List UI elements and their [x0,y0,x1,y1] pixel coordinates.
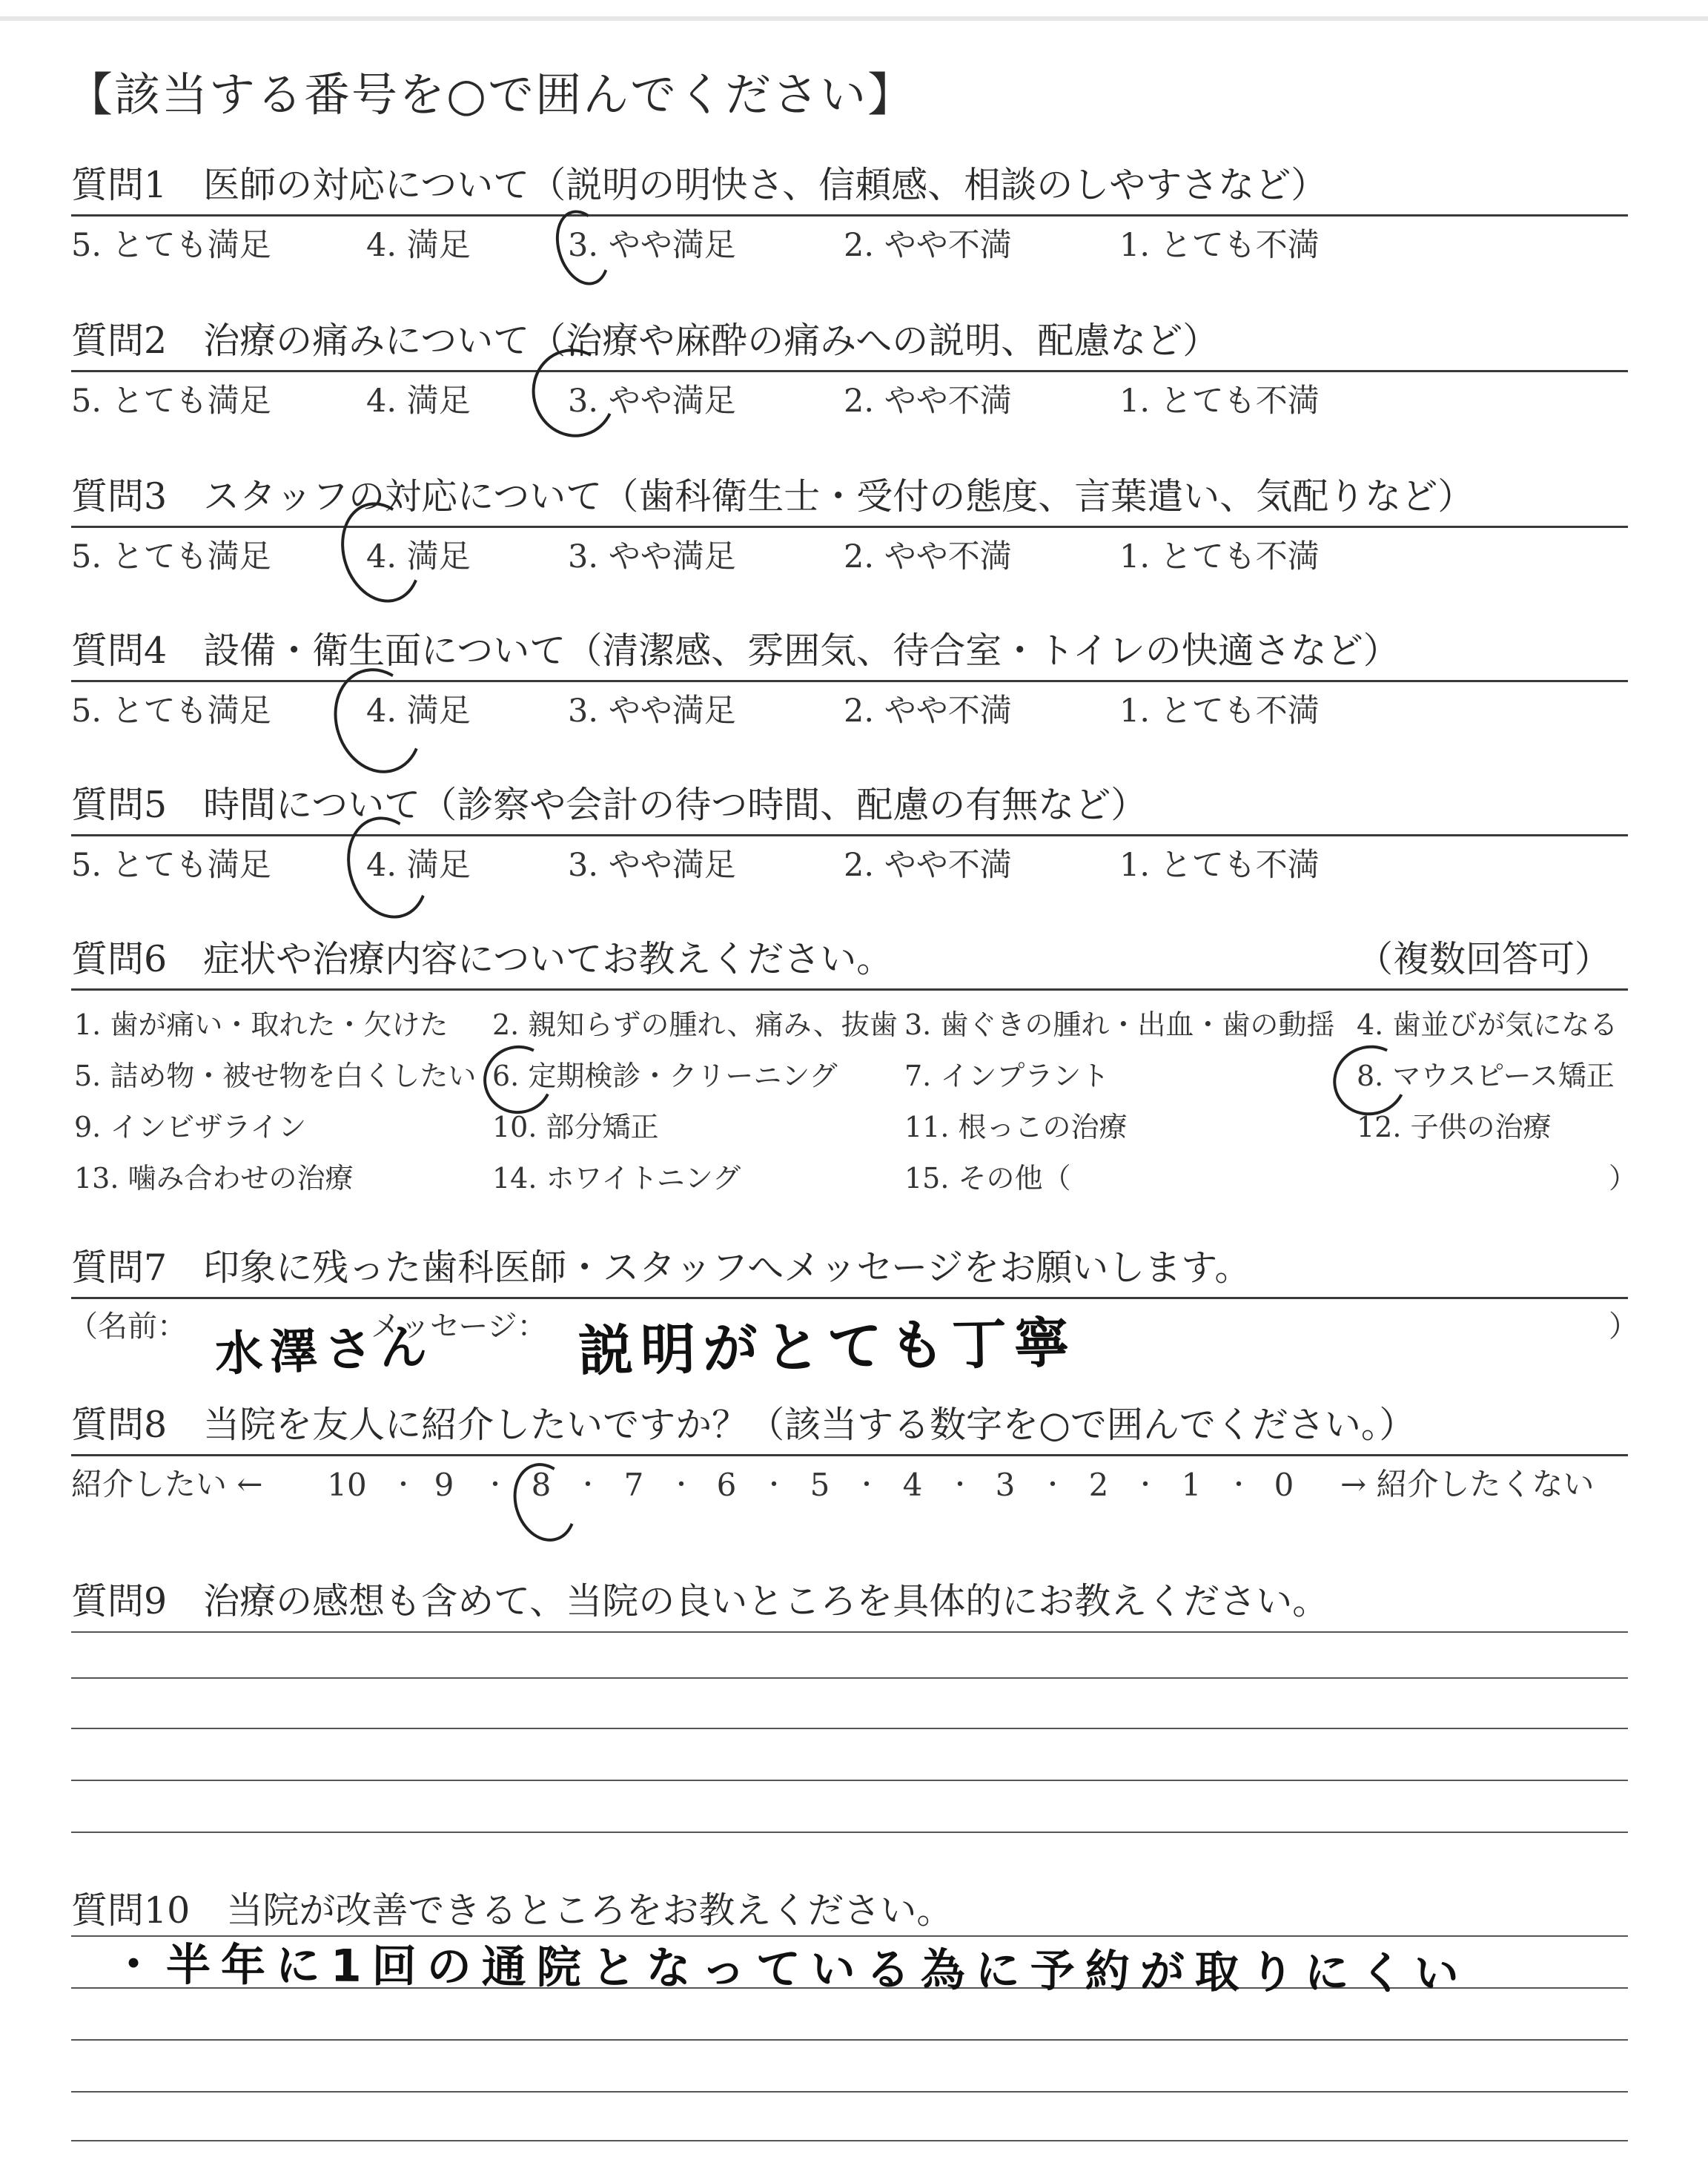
q5-option-5[interactable]: 5. とても満足 [71,847,271,884]
question-4-title: 質問4 設備・衛生面について（清潔感、雰囲気、待合室・トイレの快適さなど） [71,630,1400,672]
q8-scale-4[interactable]: 4 [902,1467,923,1503]
question-5-rule [71,834,1628,836]
q3-option-5[interactable]: 5. とても満足 [71,538,271,575]
q9-writing-line [71,1832,1628,1833]
q8-scale-8[interactable]: 8 [531,1467,552,1503]
q2-option-1[interactable]: 1. とても不満 [1119,383,1320,420]
question-8-title: 質問8 当院を友人に紹介したいですか？（該当する数字を○で囲んでください。） [71,1404,1416,1446]
q6-option-4[interactable]: 4. 歯並びが気になる [1357,1008,1618,1041]
q5-option-4[interactable]: 4. 満足 [366,847,471,884]
q6-option-7[interactable]: 7. インプラント [904,1060,1110,1092]
q1-answer-circle [547,203,619,292]
q8-right-label: → 紹介したくない [1340,1466,1595,1502]
question-10-title: 質問10 当院が改善できるところをお教えください。 [71,1889,953,1932]
q9-writing-line [71,1780,1628,1781]
q2-option-4[interactable]: 4. 満足 [366,383,471,420]
q8-scale-0[interactable]: 0 [1274,1467,1294,1503]
q6-option-3[interactable]: 3. 歯ぐきの腫れ・出血・歯の動揺 [904,1008,1335,1041]
q6-option-9[interactable]: 9. インビザライン [74,1111,307,1143]
q9-writing-line [71,1728,1628,1729]
q6-option-8[interactable]: 8. マウスピース矯正 [1357,1060,1615,1092]
q8-scale-2[interactable]: 2 [1088,1467,1109,1503]
q8-separator-dot: ・ [483,1470,508,1500]
question-3-rule [71,526,1628,528]
q3-option-4[interactable]: 4. 満足 [366,538,471,575]
q3-option-1[interactable]: 1. とても不満 [1119,538,1320,575]
q5-option-2[interactable]: 2. やや不満 [844,847,1012,884]
q10-writing-line [71,2039,1628,2041]
q8-separator-dot: ・ [575,1470,600,1500]
question-2-rule [71,370,1628,372]
q8-separator-dot: ・ [1040,1470,1065,1500]
q4-option-4[interactable]: 4. 満足 [366,693,471,730]
question-6-note: （複数回答可） [1357,938,1612,980]
q6-option-14[interactable]: 14. ホワイトニング [492,1162,741,1195]
question-1-rule [71,214,1628,217]
q4-option-1[interactable]: 1. とても不満 [1119,693,1320,730]
q8-left-label: 紹介したい ← [71,1466,263,1502]
q6-option-6[interactable]: 6. 定期検診・クリーニング [492,1060,838,1092]
question-8-rule [71,1454,1628,1456]
q8-separator-dot: ・ [1226,1470,1251,1500]
q1-option-2[interactable]: 2. やや不満 [844,227,1012,264]
q1-option-5[interactable]: 5. とても満足 [71,227,271,264]
q7-handwritten-name[interactable]: 水澤さん [214,1319,436,1383]
q4-option-3[interactable]: 3. やや満足 [568,693,736,730]
q9-writing-line [71,1677,1628,1679]
q8-scale-1[interactable]: 1 [1181,1467,1202,1503]
question-4-rule [71,680,1628,682]
q5-option-3[interactable]: 3. やや満足 [568,847,736,884]
question-9-title: 質問9 治療の感想も含めて、当院の良いところを具体的にお教えください。 [71,1580,1329,1622]
q6-option-1[interactable]: 1. 歯が痛い・取れた・欠けた [74,1008,448,1041]
q1-option-1[interactable]: 1. とても不満 [1119,227,1320,264]
q6-option-10[interactable]: 10. 部分矯正 [492,1111,659,1143]
question-3-title: 質問3 スタッフの対応について（歯科衛生士・受付の態度、言葉遣い、気配りなど） [71,475,1474,518]
q6-option-15[interactable]: 15. その他（ [904,1162,1071,1195]
page-title: 【該当する番号を○で囲んでください】 [67,67,916,122]
q10-writing-line [71,1935,1628,1937]
question-6-rule [71,988,1628,991]
q7-handwritten-message[interactable]: 説明がとても丁寧 [577,1311,1077,1384]
q6-option-2[interactable]: 2. 親知らずの腫れ、痛み、抜歯 [492,1008,898,1041]
q8-separator-dot: ・ [854,1470,879,1500]
q5-option-1[interactable]: 1. とても不満 [1119,847,1320,884]
q10-writing-line [71,2140,1628,2141]
q2-option-2[interactable]: 2. やや不満 [844,383,1012,420]
q6-option-5[interactable]: 5. 詰め物・被せ物を白くしたい [74,1060,477,1092]
question-7-title: 質問7 印象に残った歯科医師・スタッフへメッセージをお願いします。 [71,1246,1251,1289]
q2-option-5[interactable]: 5. とても満足 [71,383,271,420]
q6-option-12[interactable]: 12. 子供の治療 [1357,1111,1552,1143]
question-6-title: 質問6 症状や治療内容についてお教えください。 [71,938,893,980]
q8-scale-9[interactable]: 9 [434,1467,454,1503]
q1-option-3[interactable]: 3. やや満足 [568,227,736,264]
question-7-rule [71,1297,1628,1299]
q3-option-3[interactable]: 3. やや満足 [568,538,736,575]
q4-option-5[interactable]: 5. とても満足 [71,693,271,730]
q7-close-paren: ） [1609,1309,1638,1344]
question-2-title: 質問2 治療の痛みについて（治療や麻酔の痛みへの説明、配慮など） [71,320,1219,362]
q8-scale-6[interactable]: 6 [716,1467,737,1503]
q7-name-label: （名前： [68,1309,187,1344]
q10-writing-line [71,2091,1628,2093]
q4-option-2[interactable]: 2. やや不満 [844,693,1012,730]
q6-option-11[interactable]: 11. 根っこの治療 [904,1111,1128,1143]
q4-answer-circle [321,657,436,785]
q8-separator-dot: ・ [669,1470,694,1500]
q3-option-2[interactable]: 2. やや不満 [844,538,1012,575]
q6-option-15-close: ） [1609,1162,1638,1195]
q8-answer-circle [503,1455,586,1550]
question-1-title: 質問1 医師の対応について（説明の明快さ、信頼感、相談のしやすさなど） [71,164,1328,206]
q9-writing-line [71,1631,1628,1633]
q8-separator-dot: ・ [391,1470,416,1500]
q1-option-4[interactable]: 4. 満足 [366,227,471,264]
q8-separator-dot: ・ [761,1470,787,1500]
question-5-title: 質問5 時間について（診察や会計の待つ時間、配慮の有無など） [71,784,1148,826]
q2-option-3[interactable]: 3. やや満足 [568,383,736,420]
q7-message-label: メッセージ： [371,1309,547,1344]
q10-handwritten-answer[interactable]: ・半年に1回の通院となっている為に予約が取りにくい [110,1938,1469,2001]
q8-separator-dot: ・ [947,1470,973,1500]
q8-separator-dot: ・ [1133,1470,1158,1500]
q8-scale-10[interactable]: 10 [327,1467,367,1503]
q8-scale-5[interactable]: 5 [810,1467,830,1503]
q6-option-13[interactable]: 13. 噛み合わせの治療 [74,1162,354,1195]
q8-scale-7[interactable]: 7 [623,1467,644,1503]
q8-scale-3[interactable]: 3 [995,1467,1016,1503]
scan-top-edge [0,16,1708,21]
